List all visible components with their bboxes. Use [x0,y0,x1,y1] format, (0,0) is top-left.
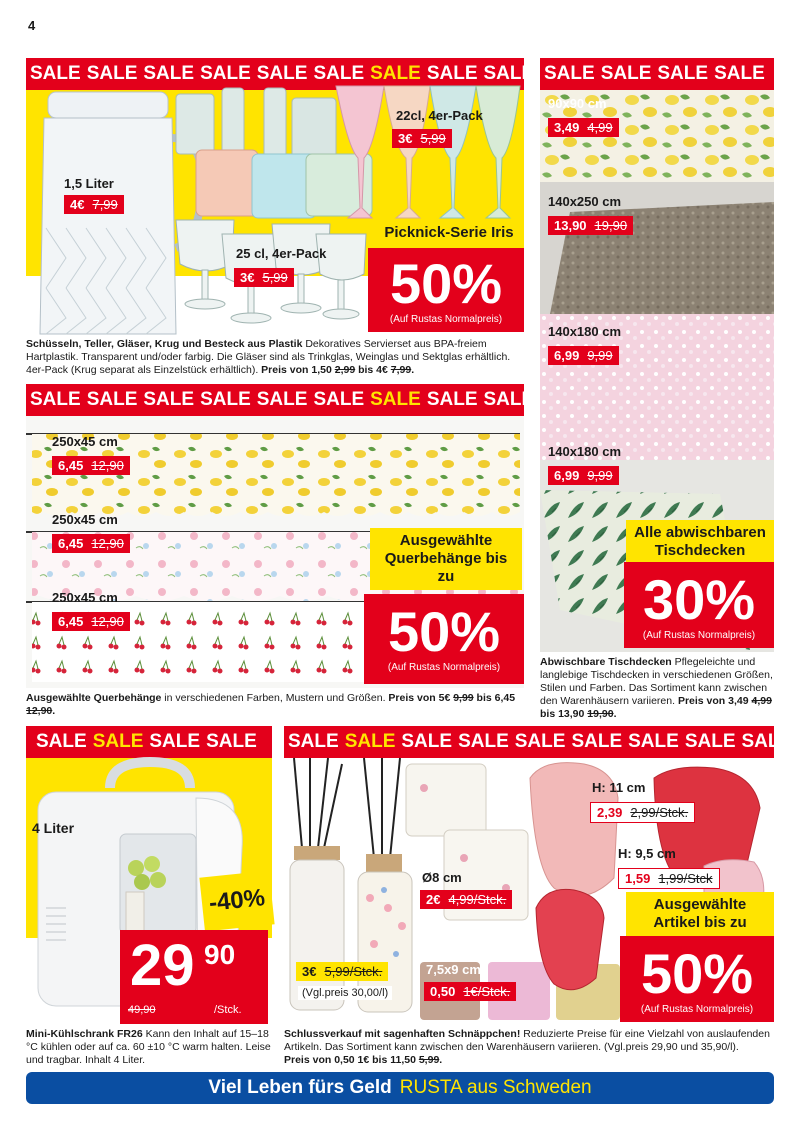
discount-value: 50% [640,942,754,1005]
vase1-size: H: 11 cm [592,780,646,795]
holder-price-tag: 0,50 1€/Stck. [424,982,516,1001]
flute-price-tag: 3€ 5,99 [392,129,452,148]
tablecloth-promo-head: Alle abwischbaren Tischdecken [626,520,774,564]
sale-word: SALE [483,389,535,410]
clearance-panel [284,726,793,1024]
valance-2-size: 250x45 cm [52,512,118,527]
sale-word: SALE [92,731,144,752]
sale-word: SALE [200,389,251,410]
fridge-unit: /Stck. [214,1004,242,1016]
tablecloth-3-price-tag: 6,99 9,99 [548,346,619,365]
sale-word: SALE [483,63,535,84]
discount-note: (Auf Rustas Normalpreis) [389,314,503,325]
sale-word: SALE [30,63,81,84]
valance-1-size: 250x45 cm [52,434,118,449]
fridge-old-price: 49,90 [128,1004,156,1016]
vase2-size: H: 9,5 cm [618,846,676,861]
sale-word: SALE [36,731,87,752]
diffuser-price-tag: 3€ 5,99/Stck. [296,962,388,981]
sale-word: SALE [370,389,421,410]
fridge-discount-badge [199,870,274,931]
sale-word: SALE [149,731,201,752]
sale-word: SALE [206,731,257,752]
tablecloth-4-price-tag: 6,99 9,99 [548,466,619,485]
sale-word: SALE [741,731,793,752]
sale-word: SALE [143,389,195,410]
glassware-series-name: Picknick-Serie Iris [376,220,522,246]
discount-note: (Auf Rustas Normalpreis) [642,630,756,641]
discount-badge-text: -40% [207,884,267,917]
sale-word: SALE [256,63,308,84]
tablecloth-4-size: 140x180 cm [548,444,622,459]
candle-price-tag: 2€ 4,99/Stck. [420,890,512,909]
footer-slogan: Viel Leben fürs Geld [208,1077,392,1098]
valance-2-price-tag: 6,45 12,90 [52,534,130,553]
discount-value: 50% [389,252,503,315]
goblet-size-label: 25 cl, 4er-Pack [236,246,327,261]
sale-word: SALE [458,731,509,752]
sale-word: SALE [344,731,396,752]
sale-word: SALE [401,731,453,752]
sale-word: SALE [628,731,679,752]
discount-note: (Auf Rustas Normalpreis) [387,662,501,673]
sale-word: SALE [657,63,709,84]
sale-strip [540,58,774,90]
glassware-description: Schüsseln, Teller, Gläser, Krug und Besteck aus Plastik Dekoratives Servierset aus BPA-freiem Hartplastik. Transparent und/oder farbig. Die Gläser sind als Trinkglas, Weinglas und Sektglas erhältlich. 4er-Pack (Krug separat als Einzelstück erhältlich). Preis von 1,50 2,99 bis 4€ 7,99. [26,338,511,376]
sale-word: SALE [426,389,478,410]
goblet-price-tag: 3€ 5,99 [234,268,294,287]
tablecloth-discount-box [624,562,774,648]
valance-1-price-tag: 6,45 12,90 [52,456,130,475]
valance-discount-box [364,594,524,684]
sale-word: SALE [200,63,251,84]
sale-strip [26,726,272,758]
discount-value: 30% [642,568,756,631]
sale-word: SALE [256,389,308,410]
tablecloth-panel [540,58,774,652]
glassware-panel [26,58,535,336]
discount-value: 50% [387,600,501,663]
holder-size: 7,5x9 cm [426,962,481,977]
footer-slogan-bar [26,1072,774,1104]
sale-word: SALE [313,389,365,410]
fridge-price-box [120,930,268,1024]
tablecloth-2-price-tag: 13,90 19,90 [548,216,633,235]
tablecloth-1-size: 90x90 cm [548,96,607,111]
sale-word: SALE [143,63,195,84]
sale-strip [284,726,793,758]
valance-panel [26,384,535,688]
sale-word: SALE [544,63,595,84]
candle-size: Ø8 cm [422,870,462,885]
fridge-price-cents: 90 [204,939,236,970]
page-number: 4 [28,18,36,33]
diffuser-reference-price: (Vgl.preis 30,00/l) [298,986,392,1000]
tablecloth-2-size: 140x250 cm [548,194,622,209]
vase2-price-tag: 1,59 1,99/Stck [618,868,720,889]
sale-word: SALE [514,731,566,752]
fridge-description: Mini-Kühlschrank FR26 Kann den Inhalt auf 15–18 °C kühlen oder auf ca. 60 ±10 °C warm halten. Leise und tragbar. Inhalt 4 Liter. [26,1028,271,1066]
sale-word: SALE [370,63,421,84]
tablecloth-1-price-tag: 3,49 4,99 [548,118,619,137]
jug-size-label: 1,5 Liter [64,176,114,191]
clearance-promo-head: Ausgewählte Artikel bis zu [626,892,774,936]
jug-price-tag: 4€ 7,99 [64,195,124,214]
sale-word: SALE [86,389,138,410]
sale-word: SALE [288,731,339,752]
tablecloth-description: Abwischbare Tischdecken Pflegeleichte und langlebige Tischdecken in verschiedenen Größen, Stilen und Farben. Das Sortiment kann zwischen den Warenhäusern variieren. Preis von 3,49 4,99 bis 13,90 19,90. [540,656,773,720]
sale-word: SALE [30,389,81,410]
discount-note: (Auf Rustas Normalpreis) [640,1004,754,1015]
sale-word: SALE [426,63,478,84]
fridge-panel [26,726,272,1024]
sale-strip [26,384,535,416]
clearance-discount-box [620,936,774,1022]
tablecloth-3-size: 140x180 cm [548,324,622,339]
valance-description: Ausgewählte Querbehänge in verschiedenen Farben, Mustern und Größen. Preis von 5€ 9,99 bis 6,45 12,90. [26,692,516,717]
valance-promo-head: Ausgewählte Querbehänge bis zu [370,528,522,590]
footer-brand: RUSTA aus Schweden [399,1077,592,1098]
sale-word: SALE [571,731,623,752]
glassware-discount-box [368,248,524,332]
sale-word: SALE [600,63,652,84]
sale-word: SALE [714,63,765,84]
vase1-price-tag: 2,39 2,99/Stck. [590,802,695,823]
fridge-capacity: 4 Liter [32,820,75,836]
fridge-price-main: 29 [130,933,195,998]
valance-3-price-tag: 6,45 12,90 [52,612,130,631]
valance-3-size: 250x45 cm [52,590,118,605]
sale-word: SALE [313,63,365,84]
sale-word: SALE [86,63,138,84]
clearance-description: Schlussverkauf mit sagenhaften Schnäppchen! Reduzierte Preise für eine Vielzahl von auslaufenden Artikeln. Das Sortiment kann zwischen den Warenhäusern variieren. (Vgl.preis 29,90 und 35,90/l). Preis von 0,50 1€ bis 11,50 5,99. [284,1028,770,1066]
flute-size-label: 22cl, 4er-Pack [396,108,483,123]
sale-word: SALE [684,731,736,752]
